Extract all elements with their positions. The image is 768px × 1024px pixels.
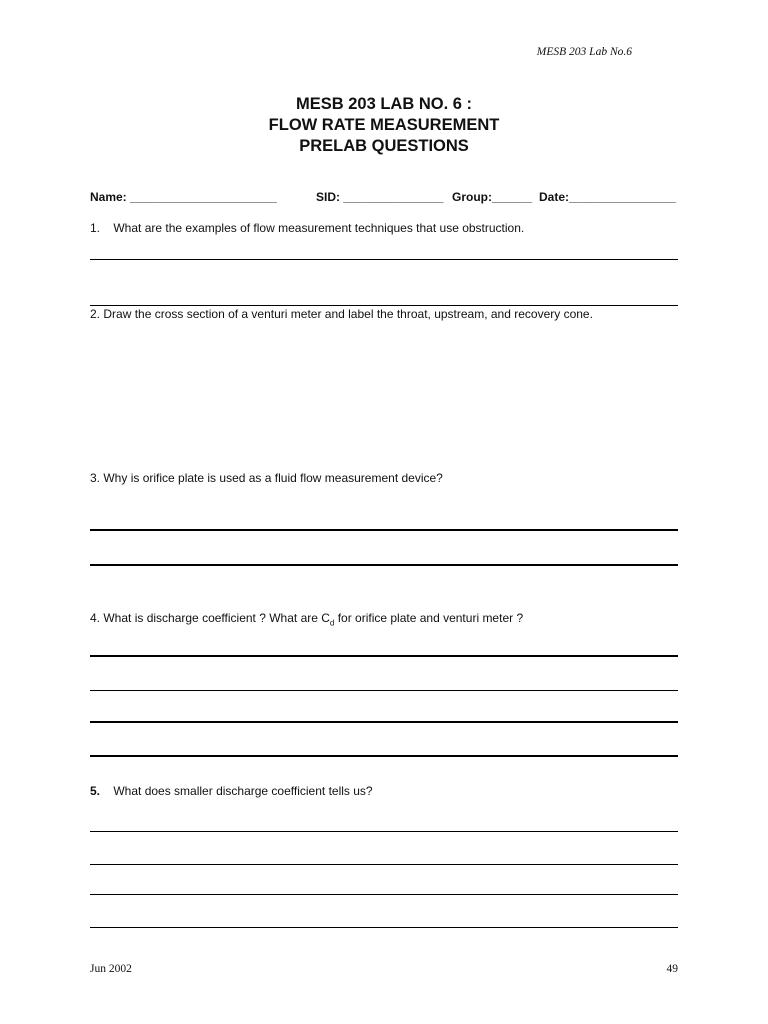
question-2-text: Draw the cross section of a venturi meter and label the throat, upstream, and recovery cone. xyxy=(103,307,593,321)
answer-line[interactable] xyxy=(90,529,678,531)
question-3-number: 3. xyxy=(90,471,101,485)
question-4-text-end: for orifice plate and venturi meter ? xyxy=(334,611,524,625)
title-line-1: MESB 203 LAB NO. 6 : xyxy=(295,95,473,113)
running-header: MESB 203 Lab No.6 xyxy=(536,46,632,58)
footer-date: Jun 2002 xyxy=(90,963,132,975)
question-2 xyxy=(90,307,593,321)
answer-line[interactable] xyxy=(90,259,678,260)
answer-line[interactable] xyxy=(90,721,678,723)
question-1 xyxy=(90,221,524,235)
title-line-2: FLOW RATE MEASUREMENT xyxy=(268,116,500,134)
answer-line[interactable] xyxy=(90,755,678,757)
answer-line[interactable] xyxy=(90,305,678,306)
question-4-text: What is discharge coefficient ? What are C xyxy=(103,611,330,625)
question-4 xyxy=(90,611,523,627)
answer-line[interactable] xyxy=(90,690,678,691)
question-5-text: What does smaller discharge coefficient tells us? xyxy=(113,784,373,798)
date-field[interactable]: Date:________________ xyxy=(539,190,676,204)
page-number: 49 xyxy=(666,963,678,975)
question-4-subscript: d xyxy=(329,618,335,628)
answer-line[interactable] xyxy=(90,864,678,865)
answer-line[interactable] xyxy=(90,564,678,566)
name-field[interactable]: Name: ______________________ xyxy=(90,190,277,204)
sid-field[interactable]: SID: _______________ xyxy=(316,190,444,204)
question-5 xyxy=(90,784,373,798)
answer-line[interactable] xyxy=(90,894,678,895)
title-line-3: PRELAB QUESTIONS xyxy=(299,137,469,155)
question-2-number: 2. xyxy=(90,307,101,321)
question-1-text: What are the examples of flow measurement techniques that use obstruction. xyxy=(113,221,525,235)
question-4-number: 4. xyxy=(90,611,101,625)
question-5-number: 5. xyxy=(90,784,101,798)
question-3-text: Why is orifice plate is used as a fluid flow measurement device? xyxy=(103,471,443,485)
question-3 xyxy=(90,471,443,485)
answer-line[interactable] xyxy=(90,831,678,832)
group-field[interactable]: Group:______ xyxy=(452,190,533,204)
answer-line[interactable] xyxy=(90,927,678,928)
question-1-number: 1. xyxy=(90,221,101,235)
answer-line[interactable] xyxy=(90,655,678,657)
